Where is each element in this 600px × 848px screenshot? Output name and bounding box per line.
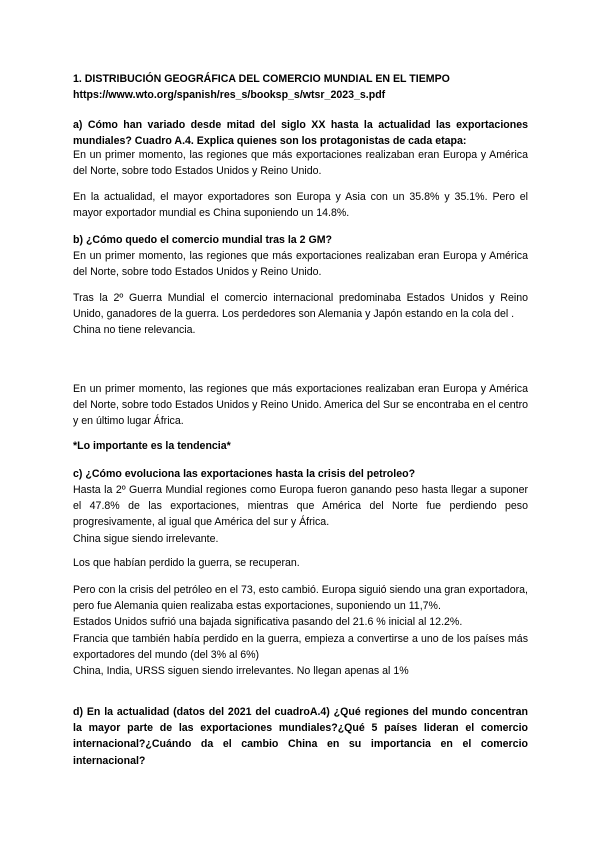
answer-b-paragraph-3: En un primer momento, las regiones que más exportaciones realizaban eran Europa y América del Norte, sobre todo Estados Unidos y Reino Unido. America del Sur se encontraba en el centro y en último lugar África.: [73, 383, 528, 428]
answer-c-paragraph-2: Los que habían perdido la guerra, se recuperan.: [73, 557, 300, 569]
answer-b-paragraph-2-china: China no tiene relevancia.: [73, 324, 196, 337]
answer-c-paragraph-1-china: China sigue siendo irrelevante.: [73, 532, 219, 545]
answer-a-paragraph-1: En un primer momento, las regiones que más exportaciones realizaban eran Europa y América del Norte, sobre todo Estados Unidos y Reino Unido.: [73, 149, 528, 178]
question-b: b) ¿Cómo quedo el comercio mundial tras la 2 GM?: [73, 234, 332, 246]
answer-c-paragraph-3-others: China, India, URSS siguen siendo irrelevantes. No llegan apenas al 1%: [73, 665, 409, 678]
answer-c-paragraph-3-usa: Estados Unidos sufrió una bajada significativa pasando del 21.6 % inicial al 12.2%.: [73, 616, 463, 629]
answer-b-paragraph-2: [73, 290, 528, 339]
answer-b-paragraph-1: En un primer momento, las regiones que más exportaciones realizaban eran Europa y América del Norte, sobre todo Estados Unidos y Reino Unido.: [73, 250, 528, 279]
document-title: 1. DISTRIBUCIÓN GEOGRÁFICA DEL COMERCIO MUNDIAL EN EL TIEMPO: [73, 73, 450, 85]
answer-c-paragraph-1: [73, 482, 528, 547]
answer-b-paragraph-2-text: Tras la 2º Guerra Mundial el comercio internacional predominaba Estados Unidos y Reino Unido, ganadores de la guerra. Los perdedores son Alemania y Japón estando en la cola del .: [73, 292, 528, 321]
answer-a-paragraph-2: En la actualidad, el mayor exportadores son Europa y Asia con un 35.8% y 35.1%. Pero el mayor exportador mundial es China suponiendo un 14.8%.: [73, 191, 528, 220]
question-d: d) En la actualidad (datos del 2021 del cuadroA.4) ¿Qué regiones del mundo concentran la mayor parte de las exportaciones mundiales?¿Qué 5 países lideran el comercio internacional?¿Cuándo da el cambio China en su importancia en el comercio internacional?: [73, 706, 528, 767]
answer-c-paragraph-3-text: Pero con la crisis del petróleo en el 73, esto cambió. Europa siguió siendo una gran exportadora, pero fue Alemania quien realizaba estas exportaciones, suponiendo un 11,7%.: [73, 584, 528, 613]
question-c: c) ¿Cómo evoluciona las exportaciones hasta la crisis del petroleo?: [73, 468, 416, 480]
answer-c-paragraph-3-france: Francia que también había perdido en la guerra, empieza a convertirse a uno de los países más exportadores del mundo (del 3% al 6%): [73, 632, 528, 661]
note-tendency: *Lo importante es la tendencia*: [73, 440, 231, 452]
question-a: a) Cómo han variado desde mitad del siglo XX hasta la actualidad las exportaciones mundiales? Cuadro A.4. Explica quienes son los protagonistas de cada etapa:: [73, 119, 528, 148]
answer-c-paragraph-3: [73, 582, 528, 679]
source-url[interactable]: https://www.wto.org/spanish/res_s/booksp_s/wtsr_2023_s.pdf: [73, 89, 386, 102]
answer-c-paragraph-1-text: Hasta la 2º Guerra Mundial regiones como Europa fueron ganando peso hasta llegar a suponer el 47.8% de las exportaciones, mientras que América del Norte fue perdiendo peso progresivamente, al igual que América del sur y África.: [73, 484, 528, 529]
document-heading: [73, 71, 528, 103]
